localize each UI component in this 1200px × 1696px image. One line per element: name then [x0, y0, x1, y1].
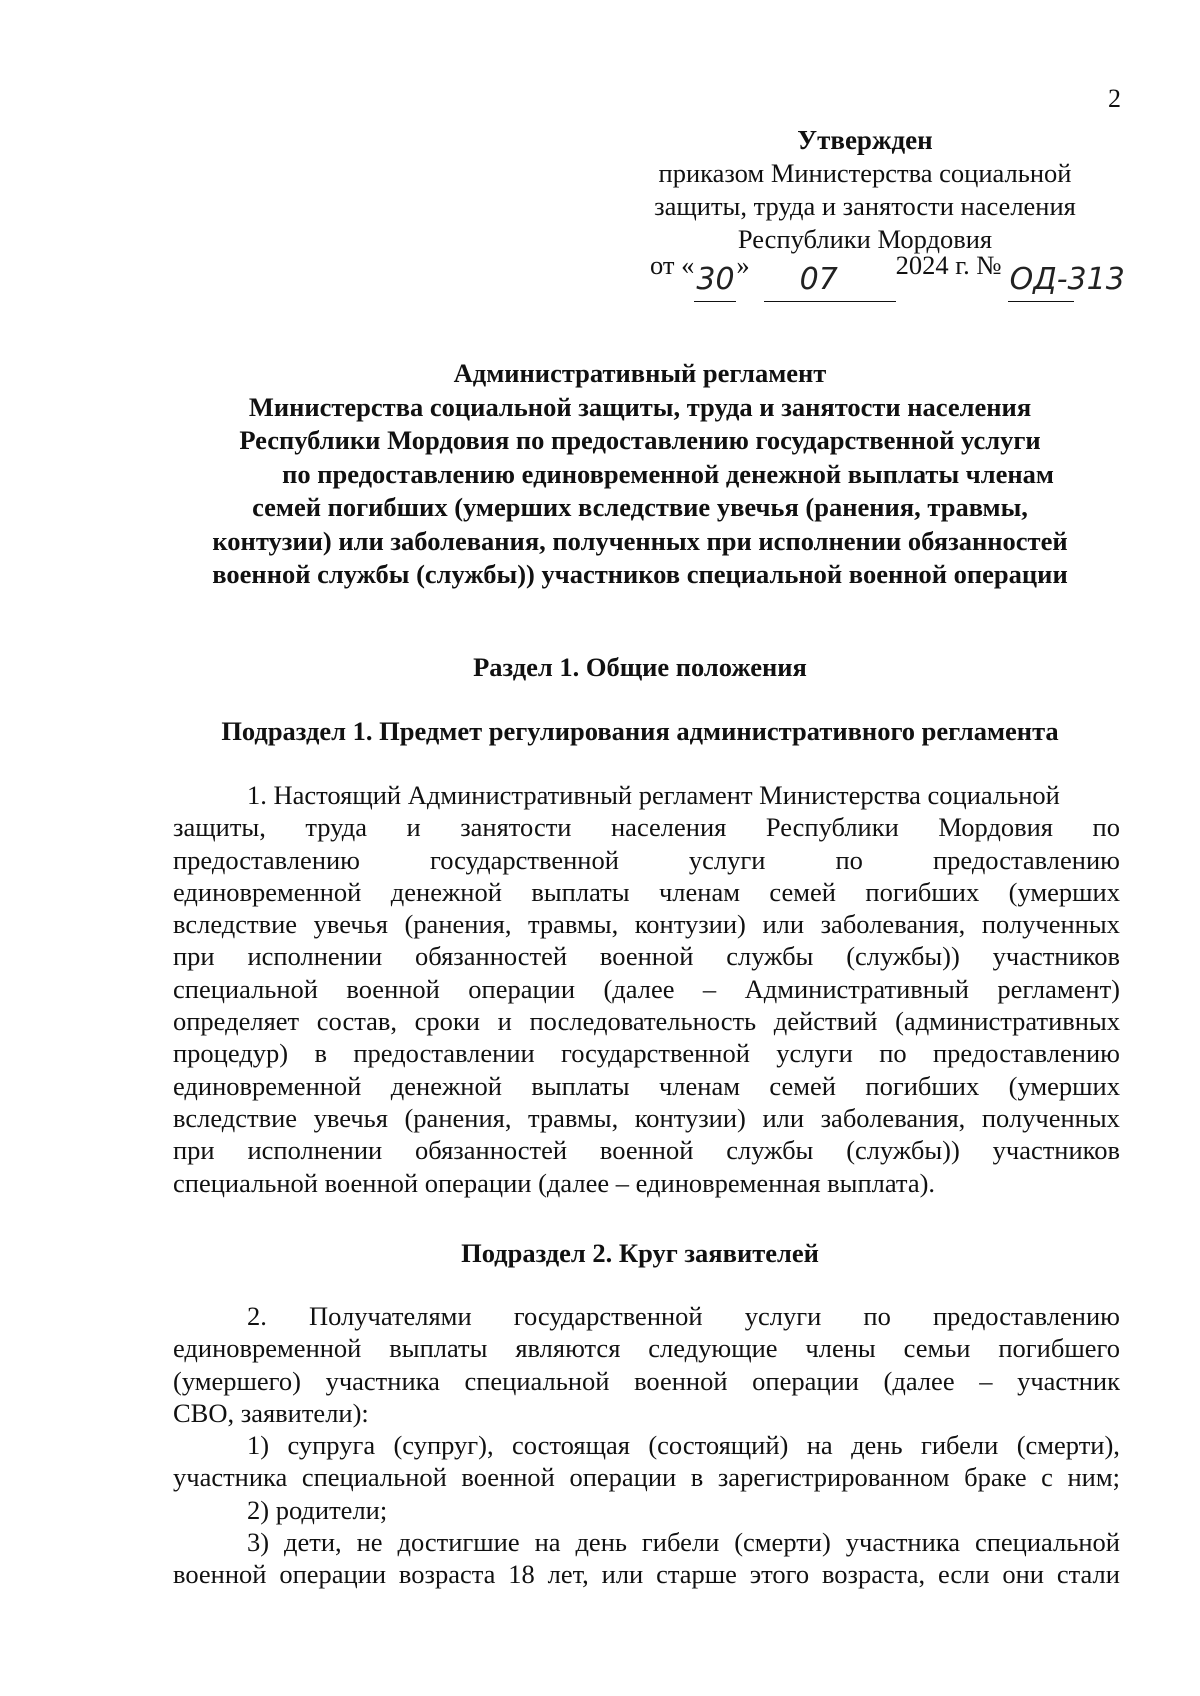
word: увечья [313, 909, 388, 940]
word: последовательность [529, 1006, 757, 1037]
word: день [851, 1430, 903, 1461]
word: военной [599, 941, 694, 972]
word: обязанностей [415, 941, 568, 972]
word: лет, [547, 1559, 589, 1590]
word: 3) [247, 1527, 270, 1558]
word: государственной [561, 1038, 750, 1069]
word: операции [279, 1559, 387, 1590]
word: по [879, 1038, 907, 1069]
word: исполнении [247, 941, 383, 972]
word: выплаты [531, 876, 630, 907]
word: специальной [974, 1527, 1120, 1558]
paragraph-1 [173, 779, 1120, 1199]
word: возраста [398, 1559, 496, 1590]
word: процедур) [173, 1038, 289, 1069]
word: или [762, 1102, 805, 1133]
word: участника [845, 1527, 961, 1558]
word: выплаты [389, 1333, 488, 1364]
word: услуги [776, 1038, 853, 1069]
word: и [406, 812, 421, 843]
word: при [173, 941, 215, 972]
word: семей [769, 1070, 836, 1101]
word: единовременной [173, 876, 362, 907]
word: (умершего) [173, 1365, 301, 1396]
word: членам [658, 1070, 740, 1101]
text-line: 2) родители; [247, 1494, 388, 1525]
word: Республики [765, 812, 899, 843]
word: (службы)) [846, 941, 960, 972]
word: (далее [603, 973, 675, 1004]
word: при [173, 1135, 215, 1166]
word: операции [752, 1365, 859, 1396]
word: единовременной [173, 1333, 362, 1364]
word: по [863, 1301, 891, 1331]
word: (административных [895, 1006, 1120, 1037]
word: участника [173, 1462, 288, 1493]
word: 2. [247, 1301, 267, 1331]
text-line-justified [173, 1005, 1120, 1037]
title-line: военной службы (службы)) участников специальной военной операции [212, 559, 1068, 589]
word: предоставлении [353, 1038, 535, 1069]
word: труда [305, 812, 367, 843]
text-line-justified [173, 1365, 1120, 1397]
title-line: по предоставлению единовременной денежной выплаты членам [282, 458, 1054, 489]
text-line: специальной военной операции (далее – единовременная выплата). [173, 1167, 936, 1198]
word: контузии) [634, 909, 746, 940]
title-line: Министерства социальной защиты, труда и занятости населения [248, 391, 1032, 422]
text-line-justified [173, 1300, 1120, 1332]
word: состав, [316, 1006, 398, 1037]
section-heading: Раздел 1. Общие положения [473, 652, 807, 682]
word: (службы)) [846, 1135, 960, 1166]
word: являются [515, 1333, 621, 1364]
word: регламент) [997, 973, 1120, 1004]
word: действий [773, 1006, 878, 1037]
word: Получателями [309, 1301, 472, 1331]
paragraph-2 [173, 1300, 1120, 1591]
text-line-justified [173, 1429, 1120, 1461]
word: возраста, [821, 1559, 926, 1590]
handwritten-day: 30 [696, 262, 735, 297]
word: предоставлению [932, 1301, 1120, 1331]
word: участника [325, 1365, 440, 1396]
word: полученных [981, 909, 1120, 940]
text-line-justified [173, 1332, 1120, 1364]
word: стали [1056, 1559, 1120, 1590]
word: увечья [313, 1102, 388, 1133]
word: специальной [301, 1462, 447, 1493]
word: в [314, 1038, 327, 1069]
text-line-justified [173, 908, 1120, 940]
text-line: СВО, заявители): [173, 1397, 369, 1428]
word: погибших [865, 876, 980, 907]
word: (смерти), [1016, 1430, 1120, 1461]
handwritten-number: ОД-313 [1009, 262, 1125, 297]
approval-line: защиты, труда и занятости населения [654, 191, 1076, 221]
word: (умерших [1008, 876, 1120, 907]
word: травмы, [528, 909, 619, 940]
word: выплаты [531, 1070, 630, 1101]
title-line: контузии) или заболевания, полученных при исполнении обязанностей [212, 525, 1068, 556]
word: гибели [920, 1430, 999, 1461]
text-line: 1. Настоящий Административный регламент Министерства социальной [247, 780, 1060, 810]
word: (супруг), [393, 1430, 494, 1461]
word: браке [964, 1462, 1027, 1493]
word: государственной [430, 844, 619, 875]
date-mid: » [736, 250, 750, 280]
word: вследствие [173, 909, 298, 940]
approval-line: приказом Министерства социальной [658, 158, 1072, 188]
word: 18 [508, 1559, 535, 1590]
word: обязанностей [415, 1135, 568, 1166]
text-line-justified [173, 1037, 1120, 1069]
word: занятости [460, 812, 572, 843]
word: вследствие [173, 1102, 298, 1133]
approval-block [600, 124, 1130, 256]
word: участник [1017, 1365, 1120, 1396]
word: и [497, 1006, 512, 1037]
word: услуги [744, 1301, 822, 1331]
word: специальной [173, 973, 318, 1004]
word: операции [569, 1462, 677, 1493]
text-line-justified [173, 811, 1120, 843]
word: старше [656, 1559, 737, 1590]
title-line: Административный регламент [453, 358, 827, 388]
word: (ранения, [404, 1102, 512, 1133]
word: военной [634, 1365, 728, 1396]
word: зарегистрированном [717, 1462, 950, 1493]
word: члены [805, 1333, 876, 1364]
word: с [1041, 1462, 1053, 1493]
word: по [1092, 812, 1120, 843]
word: специальной [464, 1365, 610, 1396]
text-line-justified [173, 973, 1120, 1005]
word: (состоящий) [648, 1430, 789, 1461]
word: погибших [865, 1070, 980, 1101]
text-line-justified [173, 1134, 1120, 1166]
word: службы [726, 1135, 814, 1166]
approval-date-line [650, 250, 1125, 297]
word: денежной [390, 876, 502, 907]
word: заболевания, [820, 1102, 966, 1133]
title-line: Республики Мордовия по предоставлению государственной услуги [239, 425, 1041, 455]
text-line-justified [173, 1070, 1120, 1102]
word: семей [769, 876, 836, 907]
word: определяет [173, 1006, 300, 1037]
date-prefix: от « [650, 250, 695, 280]
word: – [702, 973, 717, 1004]
document-title [160, 357, 1120, 592]
word: 1) [247, 1430, 270, 1461]
word: на [534, 1527, 561, 1558]
word: единовременной [173, 1070, 362, 1101]
word: или [601, 1559, 644, 1590]
title-line: семей погибших (умерших вследствие увечья (ранения, травмы, [252, 492, 1028, 522]
word: государственной [513, 1301, 703, 1331]
word: военной [346, 973, 440, 1004]
word: на [806, 1430, 833, 1461]
word: не [356, 1527, 383, 1558]
text-line-justified [173, 876, 1120, 908]
word: заболевания, [820, 909, 966, 940]
word: (смерти) [734, 1527, 831, 1558]
word: услуги [688, 844, 766, 875]
text-line-justified [173, 1558, 1120, 1590]
word: гибели [641, 1527, 720, 1558]
subsection-heading: Подраздел 2. Круг заявителей [461, 1238, 819, 1268]
word: травмы, [528, 1102, 619, 1133]
word: населения [611, 812, 727, 843]
subsection-heading: Подраздел 1. Предмет регулирования административного регламента [221, 716, 1059, 746]
text-line-justified [173, 844, 1120, 876]
handwritten-month: 07 [799, 262, 838, 297]
year-text: 2024 г. № [895, 250, 1002, 280]
word: если [937, 1559, 990, 1590]
word: исполнении [247, 1135, 383, 1166]
word: супруга [287, 1430, 376, 1461]
word: участников [992, 1135, 1120, 1166]
word: в [690, 1462, 704, 1493]
approval-title: Утвержден [797, 125, 933, 155]
word: военной [599, 1135, 694, 1166]
text-line-justified [173, 1461, 1120, 1493]
word: (далее [883, 1365, 955, 1396]
word: членам [658, 876, 740, 907]
word: операции [468, 973, 576, 1004]
word: этого [749, 1559, 810, 1590]
word: они [1002, 1559, 1044, 1590]
word: по [835, 844, 863, 875]
word: достигшие [397, 1527, 520, 1558]
word: Административный [744, 973, 969, 1004]
word: или [762, 909, 805, 940]
word: предоставлению [932, 844, 1120, 875]
approval-line: Республики Мордовия [737, 224, 993, 254]
word: следующие [648, 1333, 778, 1364]
word: полученных [981, 1102, 1120, 1133]
word: сроки [414, 1006, 480, 1037]
text-line-justified [173, 1102, 1120, 1134]
word: дети, [284, 1527, 342, 1558]
word: состоящая [511, 1430, 630, 1461]
word: Мордовия [938, 812, 1053, 843]
page-number: 2 [1108, 84, 1121, 113]
word: денежной [390, 1070, 502, 1101]
word: предоставлению [173, 844, 360, 875]
word: день [575, 1527, 627, 1558]
word: семьи [903, 1333, 971, 1364]
word: контузии) [634, 1102, 746, 1133]
word: предоставлению [932, 1038, 1120, 1069]
word: ним; [1067, 1462, 1120, 1493]
text-line-justified [173, 940, 1120, 972]
text-line-justified [173, 1526, 1120, 1558]
word: службы [726, 941, 814, 972]
word: военной [461, 1462, 555, 1493]
word: (ранения, [404, 909, 512, 940]
word: погибшего [998, 1333, 1120, 1364]
word: (умерших [1008, 1070, 1120, 1101]
word: защиты, [173, 812, 266, 843]
word: участников [992, 941, 1120, 972]
word: военной [173, 1559, 267, 1590]
word: – [979, 1365, 993, 1396]
